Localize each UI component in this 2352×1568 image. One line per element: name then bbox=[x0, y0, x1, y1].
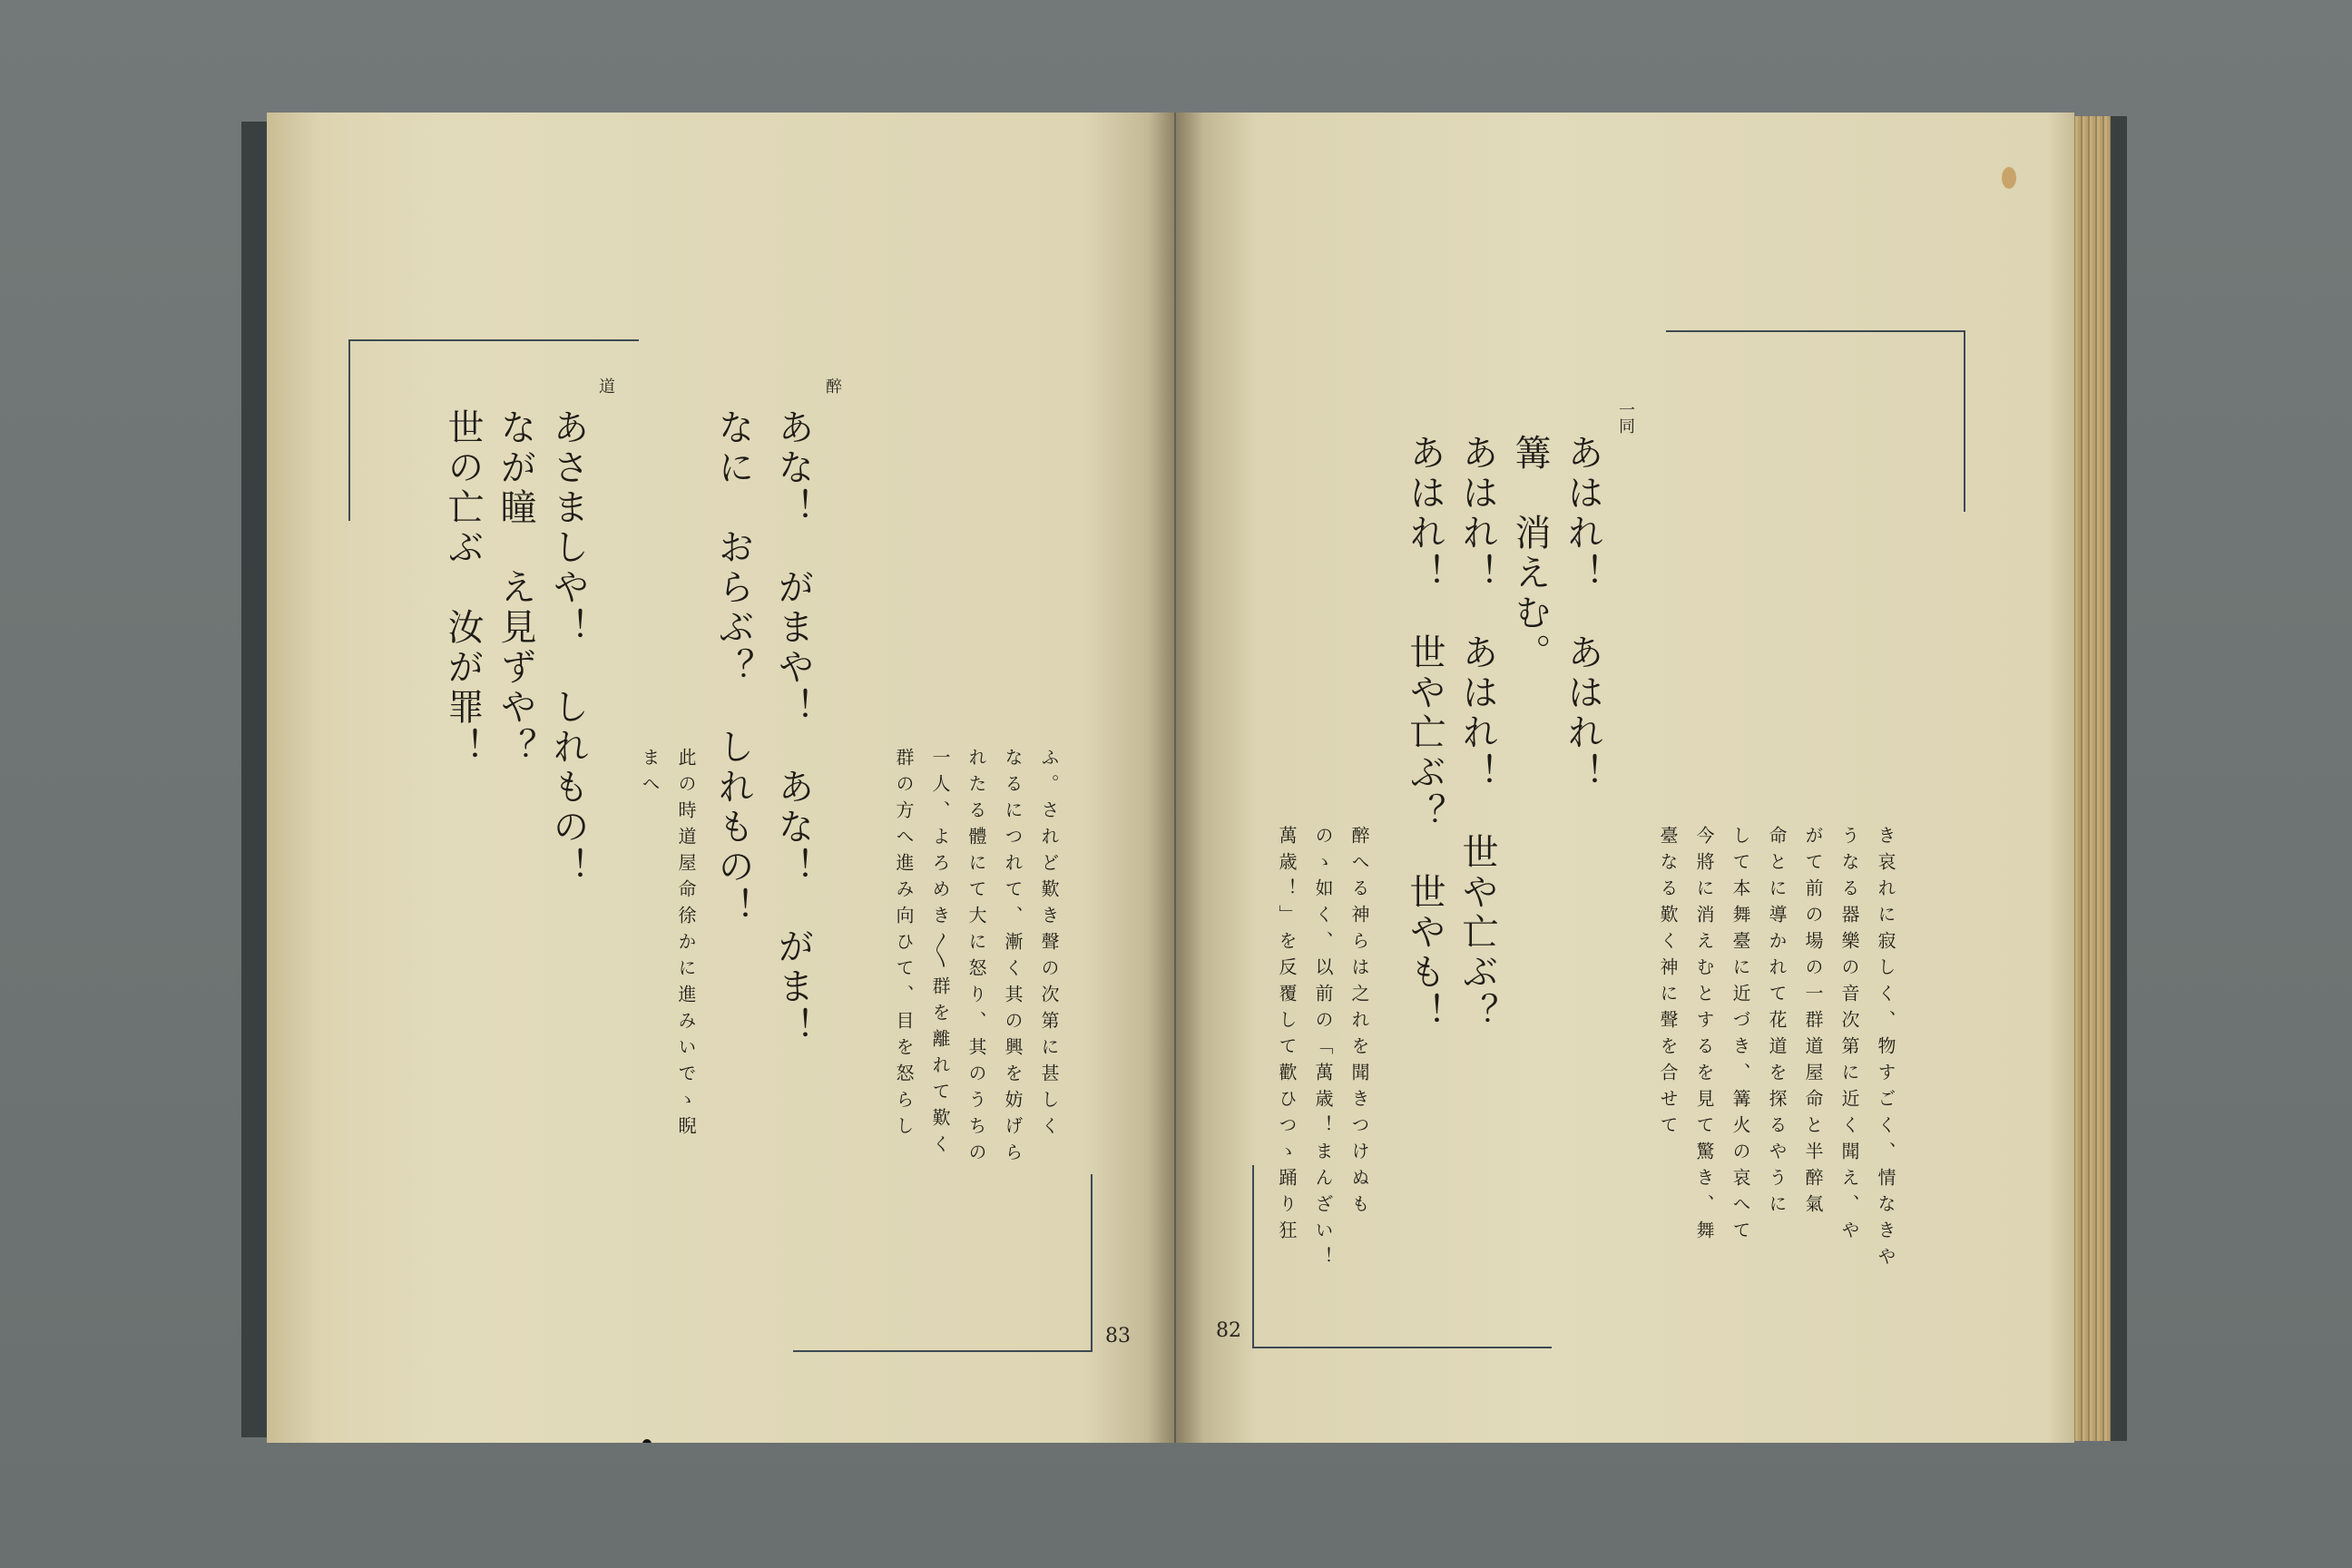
stage-direction-line-5: 群の方へ進み向ひて、目を怒らし bbox=[893, 748, 915, 1142]
frame-right-side bbox=[1091, 1174, 1093, 1351]
right-direction-line-5: して本舞臺に近づき、篝火の哀へて bbox=[1730, 826, 1751, 1247]
right-direction-line-3: がて前の場の一群道屋命と半醉氣 bbox=[1802, 826, 1824, 1220]
page-number-left: 83 bbox=[1105, 1325, 1131, 1348]
left-page bbox=[267, 113, 1174, 1443]
drunk-direction-line-1: 醉へる神らは之れを聞きつけぬも bbox=[1348, 826, 1370, 1220]
right-direction-line-7: 臺なる歎く神に聲を合せて bbox=[1657, 826, 1679, 1142]
paper-stain bbox=[2002, 167, 2016, 189]
page-number-right: 82 bbox=[1216, 1319, 1241, 1342]
frame-bottom-right bbox=[793, 1350, 1093, 1352]
ink-spot bbox=[642, 1439, 652, 1443]
book-gutter bbox=[1149, 113, 1203, 1443]
drunk-direction-line-2: のゝ如く、以前の「萬歳！まんざい！ bbox=[1312, 826, 1334, 1273]
open-book bbox=[241, 113, 2129, 1443]
frame-top-right bbox=[1666, 330, 1965, 332]
michi-line-3: 世の亡ぶ 汝が罪！ bbox=[442, 408, 484, 768]
stage-direction-b-line-1: 此の時道屋命徐かに進みいでゝ睨 bbox=[675, 748, 697, 1142]
stage-direction-line-1: ふ。されど歎き聲の次第に甚しく bbox=[1038, 748, 1060, 1142]
speaker-all: 一同 bbox=[1616, 401, 1635, 434]
frame-top-left bbox=[348, 339, 639, 341]
right-direction-line-2: うなる器樂の音次第に近く聞え、や bbox=[1838, 826, 1860, 1247]
drunk-direction-line-3: 萬歳！」を反覆して歡ひつゝ踊り狂 bbox=[1276, 826, 1298, 1247]
chorus-line-4: あはれ！ 世や亡ぶ？ 世やも！ bbox=[1404, 434, 1446, 1033]
stage-direction-line-4: 一人、よろめき〳〵群を離れて歎く bbox=[929, 748, 951, 1161]
frame-left-side bbox=[348, 339, 350, 521]
frame-right-side-top bbox=[1964, 330, 1965, 512]
stage-direction-line-3: れたる體にて大に怒り、其のうちの bbox=[965, 748, 987, 1169]
chorus-line-2: 篝 消えむ。 bbox=[1509, 434, 1551, 673]
chorus-line-1: あはれ！ あはれ！ bbox=[1562, 434, 1603, 793]
right-direction-line-1: き哀れに寂しく、物すごく、情なきや bbox=[1875, 826, 1896, 1273]
stage-direction-line-2: なるにつれて、漸く其の興を妨げら bbox=[1002, 748, 1024, 1169]
frame-bottom-left bbox=[1252, 1347, 1552, 1348]
michi-line-1: あさましや！ しれもの！ bbox=[547, 408, 589, 887]
drunk-line-1: あな！ がまや！ あな！ がま！ bbox=[772, 408, 814, 1047]
stage-direction-b-line-2: まへ bbox=[639, 748, 661, 800]
michi-line-2: なが瞳 え見ずや？ bbox=[495, 408, 536, 768]
speaker-michi: 道 bbox=[596, 377, 615, 394]
right-direction-line-4: 命とに導かれて花道を探るやうに bbox=[1766, 826, 1788, 1220]
right-page bbox=[1176, 113, 2074, 1443]
drunk-line-2: なに おらぶ？ しれもの！ bbox=[712, 408, 754, 927]
chorus-line-3: あはれ！ あはれ！ 世や亡ぶ？ bbox=[1456, 434, 1498, 1033]
frame-left-side-bottom bbox=[1252, 1165, 1254, 1347]
speaker-drunk: 醉 bbox=[823, 377, 842, 394]
right-direction-line-6: 今將に消えむとするを見て驚き、舞 bbox=[1693, 826, 1715, 1247]
